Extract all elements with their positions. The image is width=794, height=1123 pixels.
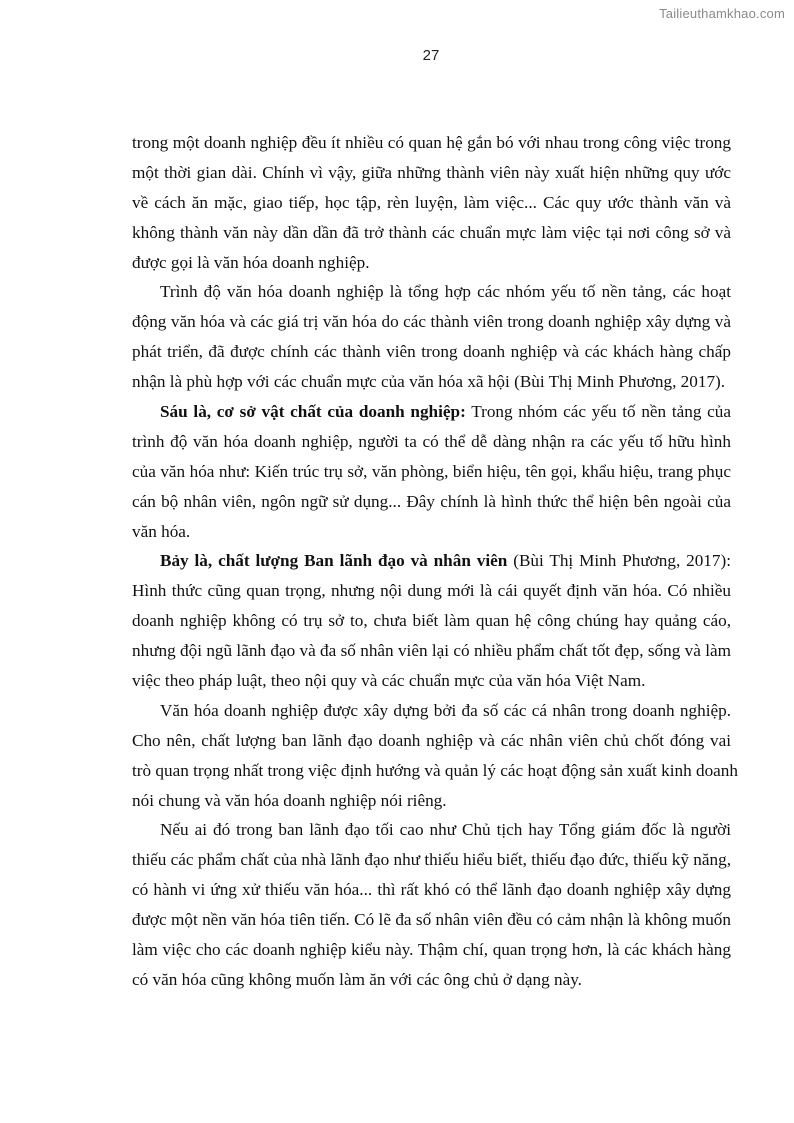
paragraph xyxy=(132,815,731,994)
text-line: thiếu các phẩm chất của nhà lãnh đạo như thiếu hiểu biết, thiếu đạo đức, thiếu kỹ năng, xyxy=(132,850,731,870)
paragraph xyxy=(132,546,731,695)
text-line: phát triển, đã được chính các thành viên trong doanh nghiệp và các khách hàng chấp xyxy=(132,342,731,362)
text-line: một thời gian dài. Chính vì vậy, giữa những thành viên này xuất hiện những quy ước xyxy=(132,162,731,182)
text-line: Cho nên, chất lượng ban lãnh đạo doanh nghiệp và các nhân viên chủ chốt đóng vai xyxy=(132,730,731,750)
text-line xyxy=(132,397,731,427)
text-line: nói chung và văn hóa doanh nghiệp nói riêng. xyxy=(132,790,447,810)
text-line: động văn hóa và các giá trị văn hóa do các thành viên trong doanh nghiệp xây dựng và xyxy=(132,312,731,332)
text-line: có hành vi ứng xử thiếu văn hóa... thì rất khó có thể lãnh đạo doanh nghiệp xây dựng xyxy=(132,880,731,900)
text-line: được một nền văn hóa tiên tiến. Có lẽ đa số nhân viên đều có cảm nhận là không muốn xyxy=(132,910,731,930)
text-line xyxy=(132,546,731,576)
paragraph xyxy=(132,277,731,397)
text-line: không thành văn này dần dần đã trở thành các chuẩn mực làm việc tại nơi công sở và xyxy=(132,222,731,242)
bold-heading: Bảy là, chất lượng Ban lãnh đạo và nhân viên xyxy=(160,551,508,571)
watermark: Tailieuthamkhao.com xyxy=(659,6,785,21)
text-line: trình độ văn hóa doanh nghiệp, người ta có thể dễ dàng nhận ra các yếu tố hữu hình xyxy=(132,431,731,451)
document-body xyxy=(132,128,738,995)
text-line: Trình độ văn hóa doanh nghiệp là tổng hợp các nhóm yếu tố nền tảng, các hoạt xyxy=(160,282,731,302)
text-line: Nếu ai đó trong ban lãnh đạo tối cao như Chủ tịch hay Tổng giám đốc là người xyxy=(160,820,731,840)
text-line: trong một doanh nghiệp đều ít nhiều có quan hệ gắn bó với nhau trong công việc trong xyxy=(132,133,731,152)
text-line: nhưng đội ngũ lãnh đạo và đa số nhân viên lại có nhiều phẩm chất tốt đẹp, sống và làm xyxy=(132,641,731,661)
paragraph xyxy=(132,397,731,546)
text-line: doanh nghiệp không có trụ sở to, chưa biết làm quan hệ công chúng hay quảng cáo, xyxy=(132,611,731,631)
text-run: Trong nhóm các yếu tố nền tảng của xyxy=(465,402,731,422)
text-line: được gọi là văn hóa doanh nghiệp. xyxy=(132,252,370,272)
text-line: cán bộ nhân viên, ngôn ngữ sử dụng... Đây chính là hình thức thể hiện bên ngoài của xyxy=(132,491,731,511)
text-run: (Bùi Thị Minh Phương, 2017): xyxy=(507,551,731,571)
text-line: nhận là phù hợp với các chuẩn mực của văn hóa xã hội (Bùi Thị Minh Phương, 2017). xyxy=(132,372,726,392)
text-line: văn hóa. xyxy=(132,521,191,541)
paragraph xyxy=(132,696,738,816)
text-line: về cách ăn mặc, giao tiếp, học tập, rèn luyện, làm việc... Các quy ước thành văn và xyxy=(132,192,731,212)
bold-heading: Sáu là, cơ sở vật chất của doanh nghiệp: xyxy=(160,402,466,422)
text-line: Văn hóa doanh nghiệp được xây dựng bởi đa số các cá nhân trong doanh nghiệp. xyxy=(160,700,731,720)
text-line: làm việc cho các doanh nghiệp kiểu này. Thậm chí, quan trọng hơn, là các khách hàng xyxy=(132,940,731,960)
paragraph xyxy=(132,128,731,277)
text-line: Hình thức cũng quan trọng, nhưng nội dung mới là cái quyết định văn hóa. Có nhiều xyxy=(132,581,731,601)
text-line: của văn hóa như: Kiến trúc trụ sở, văn phòng, biển hiệu, tên gọi, khẩu hiệu, trang phục xyxy=(132,461,731,481)
text-line: trò quan trọng nhất trong việc định hướng và quản lý các hoạt động sản xuất kinh doanh xyxy=(132,760,738,780)
text-line: việc theo pháp luật, theo nội quy và các chuẩn mực của văn hóa Việt Nam. xyxy=(132,671,646,691)
page-number: 27 xyxy=(422,47,440,64)
text-line: có văn hóa cũng không muốn làm ăn với các ông chủ ở dạng này. xyxy=(132,969,582,989)
